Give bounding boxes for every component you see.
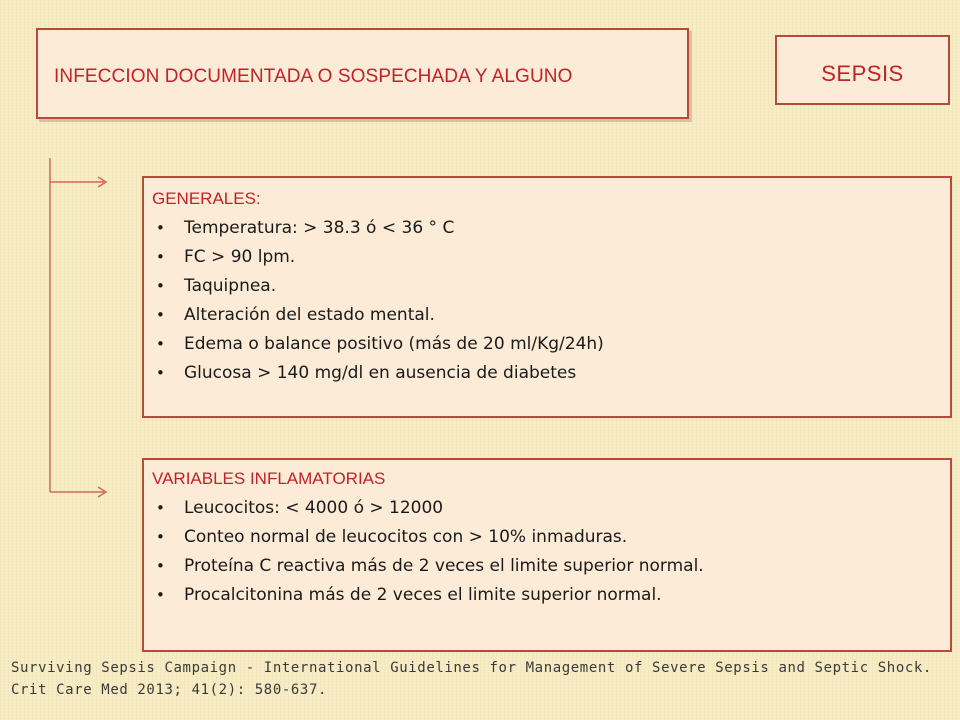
- list-item: • Glucosa > 140 mg/dl en ausencia de diabetes: [152, 359, 940, 388]
- generales-heading: GENERALES:: [152, 189, 261, 208]
- sepsis-label: SEPSIS: [821, 61, 904, 86]
- generales-list: [152, 214, 940, 388]
- list-item: • FC > 90 lpm.: [152, 243, 940, 272]
- inflamatorias-heading: VARIABLES INFLAMATORIAS: [152, 469, 386, 488]
- generales-panel: [142, 176, 952, 418]
- list-item: • Conteo normal de leucocitos con > 10% inmaduras.: [152, 523, 940, 552]
- list-item: • Edema o balance positivo (más de 20 ml/Kg/24h): [152, 330, 940, 359]
- inflamatorias-panel: [142, 458, 952, 652]
- list-item: • Temperatura: > 38.3 ó < 36 ° C: [152, 214, 940, 243]
- bracket-connector-icon: [40, 150, 120, 510]
- slide-title: INFECCION DOCUMENTADA O SOSPECHADA Y ALGUNO: [54, 65, 573, 87]
- list-item: • Proteína C reactiva más de 2 veces el limite superior normal.: [152, 552, 940, 581]
- sepsis-badge: [775, 35, 950, 105]
- list-item: • Leucocitos: < 4000 ó > 12000: [152, 494, 940, 523]
- list-item: • Alteración del estado mental.: [152, 301, 940, 330]
- citation-text: Surviving Sepsis Campaign - International Guidelines for Management of Severe Sepsis and Septic Shock. Crit Care Med 2013; 41(2): 580-637.: [11, 660, 932, 698]
- list-item: • Procalcitonina más de 2 veces el limite superior normal.: [152, 581, 940, 610]
- list-item: • Taquipnea.: [152, 272, 940, 301]
- inflamatorias-list: [152, 494, 940, 610]
- title-box: [36, 28, 689, 119]
